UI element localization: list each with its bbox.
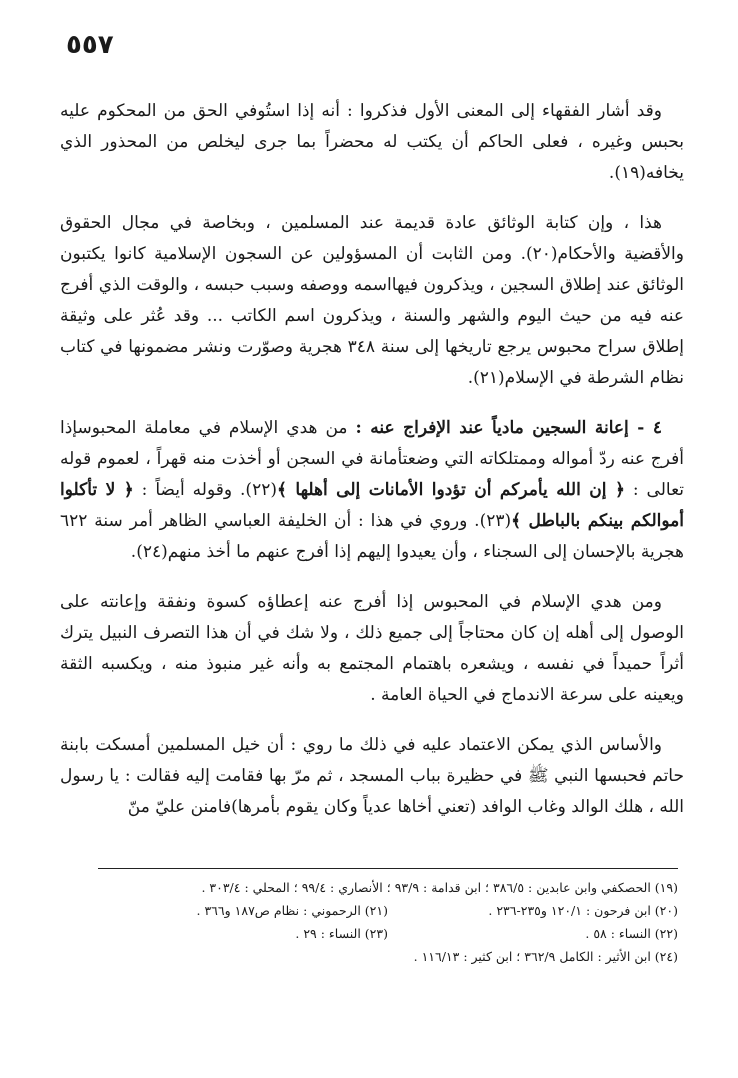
footnote-23: (٢٣) النساء : ٢٩ . bbox=[295, 926, 388, 941]
paragraph-3-text-b: (٢٢). وقوله أيضاً : bbox=[133, 480, 277, 500]
footnote-row bbox=[60, 876, 678, 899]
paragraph-4: ومن هدي الإسلام في المحبوس إذا أفرج عنه إعطاؤه كسوة ونفقة وإعانته على الوصول إلى أهله إن كان محتاجاً إلى جميع ذلك ، ولا شك في أن هذا التصرف النبيل يترك أثراً حميداً في نفسه ، ويشعره باهتمام المجتمع به وأنه غير منبوذ منه ، ويكسبه الثقة ويعينه على سرعة الاندماج في الحياة العامة . bbox=[60, 592, 684, 705]
footnote-21: (٢١) الرحموني : نظام ص١٨٧ و٣٦٦ . bbox=[196, 903, 388, 918]
paragraph-3-text-a: من هدي الإسلام في معاملة المحبوسإذا أفرج عنه ردّ أمواله وممتلكاته التي وضعتأمانة في السجن أو أخذت منه قهراً ، لعموم قوله تعالى : bbox=[60, 418, 685, 500]
footnote-row bbox=[60, 945, 678, 968]
body-text bbox=[60, 96, 684, 842]
footnote-22: (٢٢) النساء : ٥٨ . bbox=[585, 926, 678, 941]
paragraph-1: وقد أشار الفقهاء إلى المعنى الأول فذكروا : أنه إذا استُوفي الحق من المحكوم عليه بحبس وغيره ، فعلى الحاكم أن يكتب له محضراً بما جرى ليخلص من المحذور الذي يخافه(١٩). bbox=[60, 101, 684, 183]
page-number: ٥٥٧ bbox=[66, 30, 114, 60]
footnote-20: (٢٠) ابن فرحون : ١٢٠/١ و٢٣٥-٢٣٦ . bbox=[488, 903, 678, 918]
footnote-row bbox=[60, 922, 678, 945]
footnote-row bbox=[60, 899, 678, 922]
paragraph-5: والأساس الذي يمكن الاعتماد عليه في ذلك ما روي : أن خيل المسلمين أمسكت بابنة حاتم فحبسها النبي ﷺ في حظيرة بباب المسجد ، ثم مرّ بها فقامت إليه فقالت : يا رسول الله ، هلك الوالد وغاب الوافد (تعني أخاها عدياً وكان يقوم بأمرها)فامنن عليّ منّ bbox=[60, 735, 684, 817]
quran-verse-1: ﴿ إن الله يأمركم أن تؤدوا الأمانات إلى أهلها ﴾ bbox=[276, 480, 625, 500]
paragraph-3-text-c: (٢٣). وروي في هذا : أن الخليفة العباسي الظاهر أمر سنة ٦٢٢ هجرية بالإحسان إلى السجناء ، وأن يعيدوا إليهم إذا أفرج عنهم ما أخذ منهم(٢٤). bbox=[60, 511, 684, 562]
footnote-divider bbox=[98, 868, 678, 869]
quran-verse-2: ﴿ لا تأكلوا أموالكم بينكم بالباطل ﴾ bbox=[60, 480, 685, 531]
section-heading: ٤ - إعانة السجين مادياً عند الإفراج عنه : bbox=[355, 418, 662, 438]
paragraph-3 bbox=[60, 413, 684, 568]
footnotes bbox=[60, 876, 678, 968]
footnote-19: (١٩) الحصكفي وابن عابدين : ٣٨٦/٥ ؛ ابن قدامة : ٩٣/٩ ؛ الأنصاري : ٩٩/٤ ؛ المحلي : ٣٠٣/٤ . bbox=[201, 880, 678, 895]
paragraph-2: هذا ، وإن كتابة الوثائق عادة قديمة عند المسلمين ، وبخاصة في مجال الحقوق والأقضية والأحكام(٢٠). ومن الثابت أن المسؤولين عن السجون الإسلامية كانوا يكتبون الوثائق عند إطلاق السجين ، ويذكرون فيهااسمه ووصفه وسبب حبسه ، والوقت الذي أفرج عنه فيه من حيث اليوم والشهر والسنة ، ويذكرون اسم الكاتب ... وقد عُثر على وثيقة إطلاق سراح محبوس يرجع تاريخها إلى سنة ٣٤٨ هجرية وصوّرت ونشر مضمونها في كتاب نظام الشرطة في الإسلام(٢١). bbox=[60, 213, 684, 388]
footnote-24: (٢٤) ابن الأثير : الكامل ٣٦٢/٩ ؛ ابن كثير : ١١٦/١٣ . bbox=[413, 949, 678, 964]
